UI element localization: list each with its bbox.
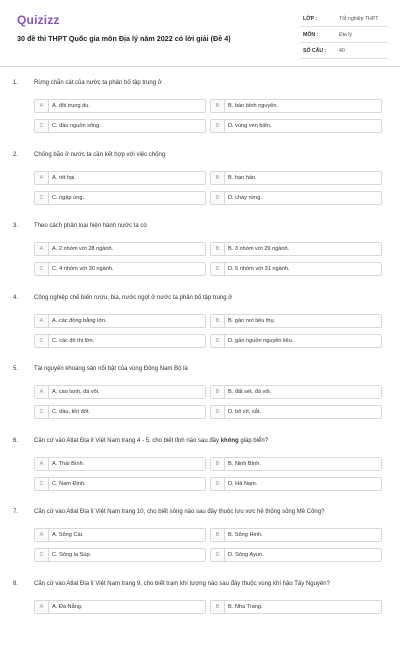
question-number: 8. [13, 580, 19, 587]
option-text: A. cao lanh, đá vôi. [52, 389, 100, 395]
question-text-part: Công nghiệp chế biến rượu, bia, nước ngọt ở nước ta phân bố tập trung ở [34, 294, 233, 301]
answer-option-a[interactable] [34, 314, 206, 328]
answer-option-a[interactable] [34, 600, 206, 614]
answer-option-d[interactable] [210, 119, 382, 133]
option-letter-badge: B [211, 601, 225, 613]
question-number: 4. [13, 294, 19, 301]
answer-option-b[interactable] [210, 99, 382, 113]
page-title: 30 đề thi THPT Quốc gia môn Địa lý năm 2022 có lời giải (Đề 4) [17, 34, 231, 43]
meta-value: Địa lý [339, 32, 352, 38]
option-letter-badge: B [211, 172, 225, 184]
answer-option-d[interactable] [210, 405, 382, 419]
answer-option-c[interactable] [34, 548, 206, 562]
option-letter-badge: C [35, 549, 49, 561]
question-text [34, 438, 384, 444]
option-text: A. các đồng bằng lớn. [52, 317, 107, 324]
answer-option-c[interactable] [34, 262, 206, 276]
question-text [34, 366, 384, 372]
option-text: C. Sông la Súp. [52, 552, 92, 558]
answer-option-a[interactable] [34, 171, 206, 185]
question-text-part: Căn cứ vào Atlat Địa lí Việt Nam trang 10, cho biết sông nào sau đây thuộc lưu vực hệ thống sông Mê Công? [34, 509, 325, 515]
option-text: A. 2 nhóm với 28 ngành. [52, 246, 114, 252]
question-3 [0, 223, 400, 293]
question-number: 2. [13, 151, 19, 158]
answer-option-c[interactable] [34, 334, 206, 348]
answer-option-a[interactable] [34, 99, 206, 113]
answer-option-d[interactable] [210, 191, 382, 205]
answer-option-c[interactable] [34, 405, 206, 419]
option-letter-badge: C [35, 478, 49, 490]
option-letter-badge: B [211, 529, 225, 541]
option-letter-badge: B [211, 100, 225, 112]
question-text [34, 80, 384, 86]
option-letter-badge: C [35, 263, 49, 275]
option-letter-badge: B [211, 386, 225, 398]
answer-option-c[interactable] [34, 119, 206, 133]
answer-option-b[interactable] [210, 600, 382, 614]
worksheet-header [0, 0, 400, 66]
option-text: A. Đà Nẵng. [52, 603, 83, 610]
meta-row-count [299, 43, 389, 59]
option-text: B. gần nơi tiêu thụ. [228, 317, 276, 324]
answer-option-b[interactable] [210, 314, 382, 328]
question-6 [0, 438, 400, 508]
option-text: C. đầu nguồn sông. [52, 123, 101, 129]
question-7 [0, 509, 400, 579]
option-letter-badge: A [35, 100, 49, 112]
question-number: 7. [13, 509, 19, 515]
option-letter-badge: A [35, 172, 49, 184]
option-letter-badge: C [35, 192, 49, 204]
answer-option-a[interactable] [34, 385, 206, 399]
question-number: 1. [13, 80, 19, 86]
meta-label: LỚP : [303, 16, 318, 22]
option-letter-badge: A [35, 243, 49, 255]
option-text: A. Sông Cái. [52, 532, 84, 538]
answer-option-b[interactable] [210, 457, 382, 471]
option-text: C. ngập úng. [52, 194, 85, 201]
option-text: A. rét hại. [52, 174, 76, 181]
option-letter-badge: D [211, 192, 225, 204]
option-letter-badge: C [35, 120, 49, 132]
quizizz-logo: Quizizz [17, 13, 60, 27]
meta-label: MÔN : [303, 32, 319, 38]
option-text: A. đồi trung du. [52, 103, 90, 109]
question-4 [0, 295, 400, 365]
option-text: D. cháy rừng. [228, 194, 262, 201]
meta-value: Tốt nghiệp THPT [339, 16, 379, 22]
option-text: B. Sông Hinh. [228, 532, 263, 538]
option-text: C. các đô thị lớn. [52, 337, 95, 344]
question-text-part: Căn cứ vào Atlat Địa lí Việt Nam trang 9, cho biết trạm khí tượng nào sau đây thuộc vùng khí hậu Tây Nguyên? [34, 580, 330, 587]
option-letter-badge: D [211, 335, 225, 347]
option-text: B. 3 nhóm với 29 ngành. [228, 246, 290, 252]
answer-option-d[interactable] [210, 262, 382, 276]
option-text: D. gần nguồn nguyên liệu. [228, 337, 294, 344]
meta-label: SỐ CÂU : [303, 48, 327, 54]
answer-option-c[interactable] [34, 191, 206, 205]
option-text: D. Sông Ayun. [228, 552, 264, 558]
worksheet-meta [299, 11, 389, 59]
option-letter-badge: C [35, 335, 49, 347]
option-letter-badge: D [211, 120, 225, 132]
option-text: D. 5 nhóm với 31 ngành. [228, 266, 290, 272]
option-letter-badge: B [211, 243, 225, 255]
answer-option-a[interactable] [34, 242, 206, 256]
option-letter-badge: A [35, 529, 49, 541]
question-5 [0, 366, 400, 436]
option-letter-badge: A [35, 386, 49, 398]
question-text-part: Căn cứ vào Atlat Địa lí Việt Nam trang 4 - 5, cho biết tỉnh nào sau đây [34, 437, 221, 444]
answer-option-b[interactable] [210, 528, 382, 542]
meta-value: 40 [339, 48, 345, 54]
option-text: B. hạn hán. [228, 174, 257, 181]
option-letter-badge: D [211, 406, 225, 418]
option-letter-badge: C [35, 406, 49, 418]
option-text: D. bô xít, sắt. [228, 409, 261, 415]
answer-option-d[interactable] [210, 548, 382, 562]
option-letter-badge: D [211, 549, 225, 561]
answer-option-b[interactable] [210, 171, 382, 185]
question-text [34, 509, 384, 515]
option-text: D. Hà Nam. [228, 480, 258, 487]
answer-option-d[interactable] [210, 477, 382, 491]
question-2 [0, 152, 400, 222]
option-letter-badge: D [211, 263, 225, 275]
option-text: C. 4 nhóm với 30 ngành. [52, 266, 114, 272]
question-text [34, 581, 384, 587]
answer-option-d[interactable] [210, 334, 382, 348]
meta-row-class [299, 11, 389, 27]
option-text: C. dầu, khí đốt. [52, 409, 90, 415]
option-letter-badge: A [35, 458, 49, 470]
question-text [34, 295, 384, 301]
question-text [34, 152, 384, 158]
option-text: C. Nam Định. [52, 480, 86, 487]
option-text: B. Nha Trang. [228, 603, 263, 610]
meta-row-subject [299, 27, 389, 43]
header-divider [0, 66, 400, 67]
option-text: D. vùng ven biển. [228, 123, 272, 129]
option-text: B. Ninh Bình. [228, 460, 261, 467]
question-text-part: Rừng chắn cát của nước ta phân bố tập trung ở [34, 80, 162, 86]
answer-option-c[interactable] [34, 477, 206, 491]
question-1 [0, 80, 400, 150]
answer-option-a[interactable] [34, 528, 206, 542]
question-number: 5. [13, 366, 19, 372]
option-text: A. Thái Bình. [52, 460, 85, 467]
option-text: B. bán bình nguyên. [228, 103, 279, 109]
question-text-part: Theo cách phân loại hiện hành nước ta có [34, 223, 147, 229]
answer-option-b[interactable] [210, 385, 382, 399]
question-text-part: Chống bão ở nước ta cần kết hợp với việc chống [34, 151, 166, 158]
option-letter-badge: B [211, 458, 225, 470]
question-text [34, 223, 384, 229]
option-letter-badge: D [211, 478, 225, 490]
answer-option-b[interactable] [210, 242, 382, 256]
question-text-emphasis: không [220, 437, 239, 444]
option-letter-badge: A [35, 601, 49, 613]
option-text: B. đất sét, đá vôi. [228, 389, 272, 395]
question-number: 6. [13, 437, 19, 444]
question-text-part: giáp biển? [238, 437, 269, 444]
option-letter-badge: B [211, 315, 225, 327]
question-text-part: Tài nguyên khoáng sản nổi bật của vùng Đông Nam Bộ là [34, 366, 188, 372]
option-letter-badge: A [35, 315, 49, 327]
question-8 [0, 581, 400, 651]
answer-option-a[interactable] [34, 457, 206, 471]
question-number: 3. [13, 223, 19, 229]
